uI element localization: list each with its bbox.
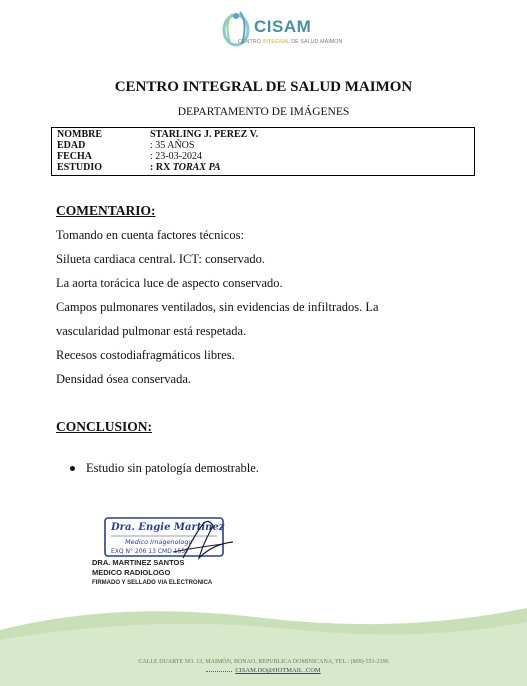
patient-study: : RX TORAX PA — [150, 162, 221, 173]
svg-text:EXQ N° 206 13 CMD 1557: EXQ N° 206 13 CMD 1557 — [111, 548, 189, 555]
logo-subtitle: CENTRO INTEGRAL DE SALUD MAIMON — [238, 39, 343, 45]
signer-role: MEDICO RADIOLOGO — [92, 568, 171, 577]
patient-name: STARLING J. PEREZ V. — [150, 129, 259, 140]
comment-line: Recesos costodiafragmáticos libres. — [56, 348, 235, 362]
footer-email: CISAM.DO@HOTMAIL .COM — [0, 667, 527, 674]
patient-date: : 23-03-2024 — [150, 151, 202, 162]
patient-row-age — [52, 140, 474, 151]
signature-stamp — [103, 514, 243, 562]
comment-line: vascularidad pulmonar está respetada. — [56, 324, 247, 338]
comment-line: Silueta cardiaca central. ICT: conservado. — [56, 252, 266, 266]
mail-icon — [206, 668, 232, 672]
comment-line: Tomando en cuenta factores técnicos: — [56, 228, 244, 242]
signature-note: FIRMADO Y SELLADO VIA ELECTRONICA — [92, 580, 213, 586]
patient-info-box — [51, 127, 475, 176]
comment-line: Campos pulmonares ventilados, sin evidencias de infiltrados. La — [56, 300, 379, 314]
patient-label: ESTUDIO — [57, 162, 103, 173]
conclusion-heading: CONCLUSION: — [56, 419, 153, 434]
logo-text: CISAM — [254, 17, 312, 36]
footer-address: CALLE DUARTE NO. 13, MAIMÓN, BONAO, REPUBLICA DOMINICANA, TEL.: (809)-551-2196 — [138, 659, 389, 665]
patient-age: : 35 AÑOS — [150, 140, 195, 151]
bullet-icon — [70, 466, 75, 471]
svg-text:Medico Imagenologo: Medico Imagenologo — [125, 538, 193, 546]
patient-label: FECHA — [57, 151, 92, 162]
signer-name: DRA. MARTINEZ SANTOS — [92, 558, 185, 567]
svg-text:Dra. Engie Martinez: Dra. Engie Martinez — [111, 522, 225, 533]
conclusion-text: Estudio sin patología demostrable. — [86, 461, 259, 475]
comment-heading: COMENTARIO: — [56, 203, 156, 218]
signer-block — [92, 558, 184, 578]
comment-line: La aorta torácica luce de aspecto conservado. — [56, 276, 283, 290]
patient-row-name — [52, 129, 474, 140]
patient-label: EDAD — [57, 140, 86, 151]
patient-row-date — [52, 151, 474, 162]
document-title: CENTRO INTEGRAL DE SALUD MAIMON — [114, 79, 413, 95]
conclusion-item — [70, 461, 259, 476]
comment-line: Densidad ósea conservada. — [56, 372, 192, 386]
department-title: DEPARTAMENTO DE IMÁGENES — [177, 106, 350, 118]
patient-label: NOMBRE — [57, 129, 102, 140]
patient-row-study — [52, 162, 474, 173]
